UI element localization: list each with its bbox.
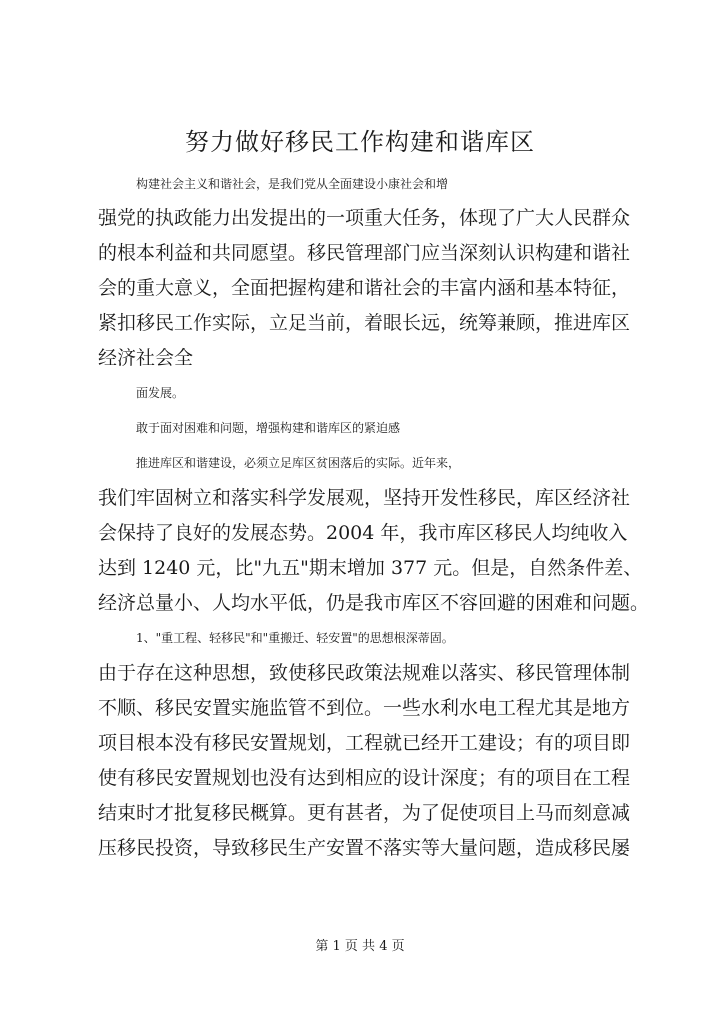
body-line: 面发展。 bbox=[136, 386, 185, 400]
body-line: 我们牢固树立和落实科学发展观，坚持开发性移民，库区经济社 bbox=[98, 487, 631, 509]
body-line: 紧扣移民工作实际，立足当前，着眼长远，统筹兼顾，推进库区 bbox=[98, 312, 631, 334]
body-line: 会的重大意义，全面把握构建和谐社会的丰富内涵和基本特征， bbox=[98, 277, 631, 299]
body-line: 会保持了良好的发展态势。2004 年，我市库区移民人均纯收入 bbox=[98, 522, 628, 544]
body-line: 项目根本没有移民安置规划，工程就已经开工建设；有的项目即 bbox=[98, 732, 631, 754]
body-line: 达到 1240 元，比"九五"期末增加 377 元。但是，自然条件差、 bbox=[98, 557, 643, 579]
body-line: 推进库区和谐建设，必须立足库区贫困落后的实际。近年来， bbox=[136, 456, 461, 470]
body-line: 经济社会全 bbox=[98, 347, 194, 369]
body-line: 经济总量小、人均水平低，仍是我市库区不容回避的困难和问题。 bbox=[98, 592, 650, 614]
body-line: 不顺、移民安置实施监管不到位。一些水利水电工程尤其是地方 bbox=[98, 697, 631, 719]
page-footer: 第 1 页 共 4 页 bbox=[315, 939, 405, 954]
document-title: 努力做好移民工作构建和谐库区 bbox=[185, 128, 535, 156]
body-line: 的根本利益和共同愿望。移民管理部门应当深刻认识构建和谐社 bbox=[98, 242, 631, 264]
section-heading: 敢于面对困难和问题，增强构建和谐库区的紧迫感 bbox=[136, 421, 401, 435]
body-line: 由于存在这种思想，致使移民政策法规难以落实、移民管理体制 bbox=[98, 662, 631, 684]
body-line: 结束时才批复移民概算。更有甚者，为了促使项目上马而刻意减 bbox=[98, 802, 631, 824]
body-line: 强党的执政能力出发提出的一项重大任务，体现了广大人民群众 bbox=[98, 207, 631, 229]
body-line: 使有移民安置规划也没有达到相应的设计深度；有的项目在工程 bbox=[98, 767, 631, 789]
body-line: 压移民投资，导致移民生产安置不落实等大量问题，造成移民屡 bbox=[98, 837, 631, 859]
body-line: 构建社会主义和谐社会，是我们党从全面建设小康社会和增 bbox=[136, 177, 449, 191]
body-line: 1、"重工程、轻移民"和"重搬迁、轻安置"的思想根深蒂固。 bbox=[136, 631, 454, 645]
